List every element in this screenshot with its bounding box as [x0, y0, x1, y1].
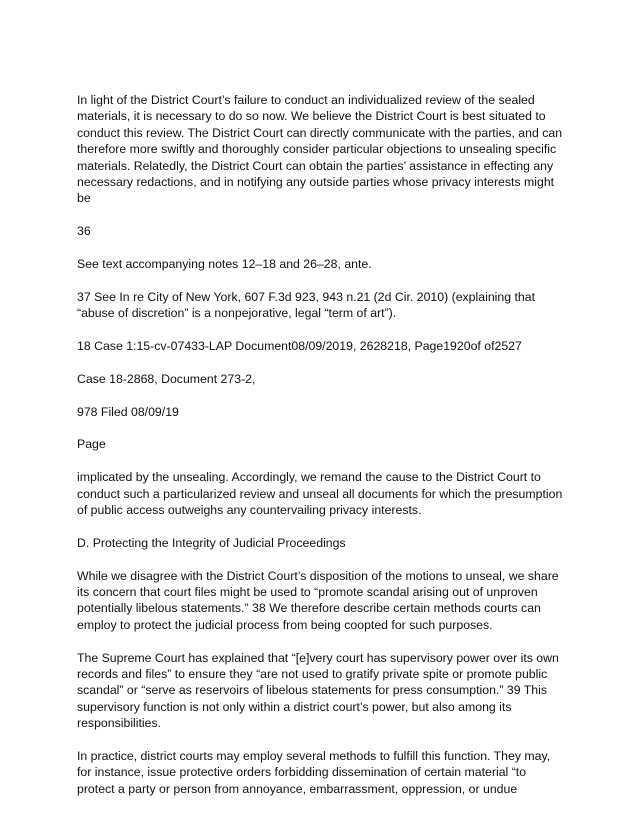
case-header-line: 18 Case 1:15-cv-07433-LAP Document08/09/2019, 2628218, Page1920of of2527 — [77, 339, 522, 354]
paragraph-practice: In practice, district courts may employ several methods to fulfill this function. They may, for instance, issue protective orders forbidding dissemination of certain material “to protect a party or person from annoyance, embarrassment, oppression, or undue — [77, 749, 551, 796]
paragraph-supreme-court: The Supreme Court has explained that “[e]very court has supervisory power over its own records and files” to ensure they “are not used to gratify private spite or promote public scandal” or “serve as reservoirs of libelous statements for press consumption.” 39 This supervisory function is not only within a district court’s power, but also among its responsibilities. — [77, 650, 559, 731]
paragraph-remand: implicated by the unsealing. Accordingly, we remand the cause to the District Court to conduct such a particularized review and unseal all documents for which the presumption of public access outweighs any countervailing privacy interests. — [77, 470, 563, 518]
page-label: Page — [77, 437, 106, 452]
footnote-number-36: 36 — [77, 224, 91, 239]
section-heading: D. Protecting the Integrity of Judicial Proceedings — [77, 535, 346, 550]
document-page — [77, 92, 567, 814]
filed-date-line: 978 Filed 08/09/19 — [77, 404, 179, 419]
paragraph-individualized-review: In light of the District Court’s failure to conduct an individualized review of the sealed materials, it is necessary to do so now. We believe the District Court is best situated to conduct this review. The District Court can directly communicate with the parties, and can therefore more swiftly and thoroughly consider particular objections to unsealing specific materials. Relatedly, the District Court can obtain the parties’ assistance in effecting any necessary redactions, and in notifying any outside parties whose privacy interests might be — [77, 93, 563, 206]
paragraph-disagree: While we disagree with the District Court’s disposition of the motions to unseal, we share its concern that court files might be used to “promote scandal arising out of unproven potentially libelous statements.” 38 We therefore describe certain methods courts can employ to protect the judicial process from being coopted for such purposes. — [77, 568, 559, 632]
footnote-37-text: 37 See In re City of New York, 607 F.3d 923, 943 n.21 (2d Cir. 2010) (explaining that “abuse of discretion” is a nonpejorative, legal “term of art”). — [77, 289, 536, 321]
case-number-line: Case 18-2868, Document 273-2, — [77, 371, 256, 386]
footnote-36-text: See text accompanying notes 12–18 and 26–28, ante. — [77, 257, 372, 272]
